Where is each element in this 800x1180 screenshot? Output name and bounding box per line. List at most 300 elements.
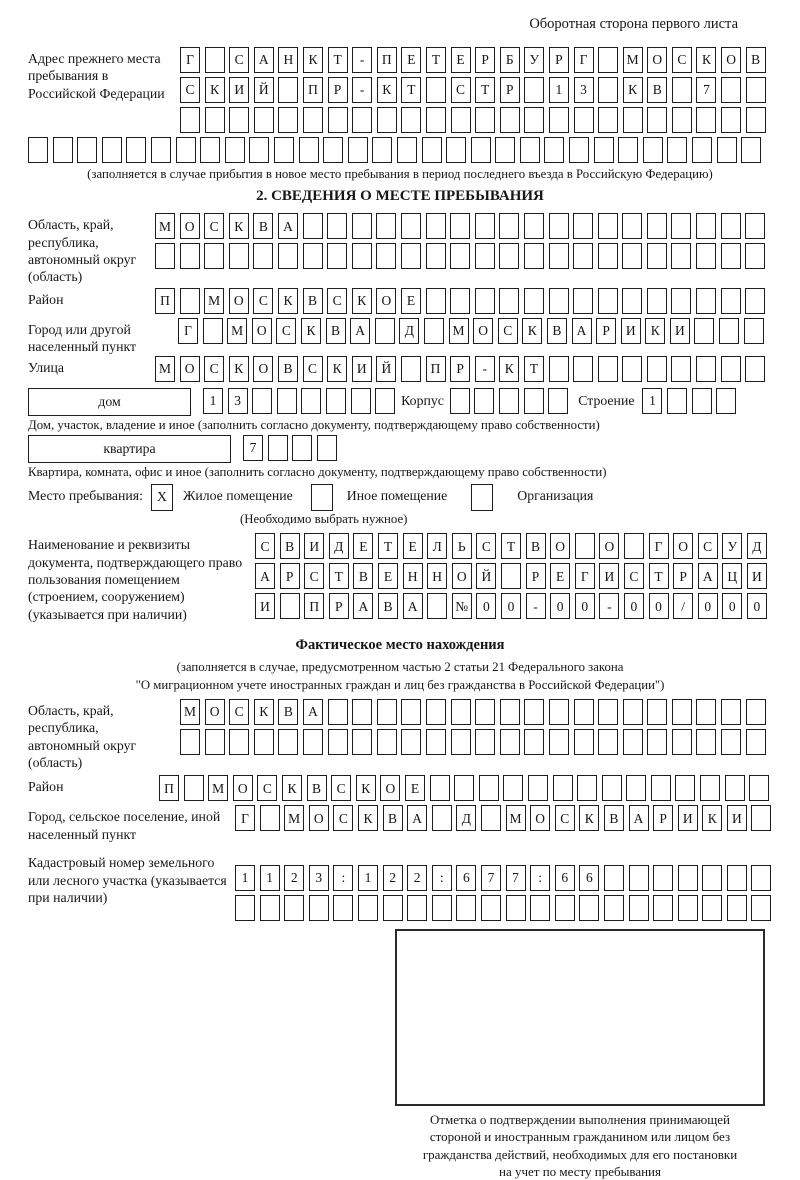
- char-box[interactable]: 1: [358, 865, 378, 891]
- char-box[interactable]: Е: [451, 47, 471, 73]
- char-box[interactable]: [176, 137, 196, 163]
- char-box[interactable]: О: [599, 533, 619, 559]
- char-box[interactable]: В: [547, 318, 567, 344]
- char-box[interactable]: [598, 729, 618, 755]
- char-box[interactable]: И: [304, 533, 324, 559]
- char-box[interactable]: Г: [180, 47, 200, 73]
- char-box[interactable]: 3: [228, 388, 248, 414]
- char-box[interactable]: К: [579, 805, 599, 831]
- char-box[interactable]: 2: [383, 865, 403, 891]
- char-box[interactable]: [501, 563, 521, 589]
- char-box[interactable]: [352, 107, 372, 133]
- char-box[interactable]: [446, 137, 466, 163]
- char-box[interactable]: [555, 895, 575, 921]
- char-box[interactable]: А: [303, 699, 323, 725]
- char-box[interactable]: Т: [329, 563, 349, 589]
- char-box[interactable]: [746, 107, 766, 133]
- char-box[interactable]: [235, 895, 255, 921]
- char-box[interactable]: А: [629, 805, 649, 831]
- char-box[interactable]: [401, 729, 421, 755]
- char-box[interactable]: 0: [476, 593, 496, 619]
- char-box[interactable]: Е: [401, 288, 421, 314]
- char-box[interactable]: [328, 107, 348, 133]
- char-box[interactable]: [503, 775, 523, 801]
- char-box[interactable]: [180, 107, 200, 133]
- char-box[interactable]: [184, 775, 204, 801]
- char-box[interactable]: [205, 729, 225, 755]
- char-box[interactable]: В: [278, 699, 298, 725]
- char-box[interactable]: [102, 137, 122, 163]
- char-box[interactable]: [450, 288, 470, 314]
- char-box[interactable]: [548, 388, 568, 414]
- char-box[interactable]: 0: [550, 593, 570, 619]
- char-box[interactable]: Й: [476, 563, 496, 589]
- char-box[interactable]: В: [647, 77, 667, 103]
- char-box[interactable]: [352, 213, 372, 239]
- char-box[interactable]: -: [475, 356, 495, 382]
- char-box[interactable]: [327, 213, 347, 239]
- char-box[interactable]: [573, 288, 593, 314]
- char-box[interactable]: [696, 356, 716, 382]
- char-box[interactable]: [549, 699, 569, 725]
- char-box[interactable]: [700, 775, 720, 801]
- char-box[interactable]: [520, 137, 540, 163]
- char-box[interactable]: А: [698, 563, 718, 589]
- char-box[interactable]: [549, 107, 569, 133]
- char-box[interactable]: [549, 288, 569, 314]
- char-box[interactable]: [721, 729, 741, 755]
- char-box[interactable]: К: [229, 356, 249, 382]
- char-box[interactable]: [451, 699, 471, 725]
- char-box[interactable]: М: [506, 805, 526, 831]
- char-box[interactable]: П: [377, 47, 397, 73]
- char-box[interactable]: [573, 213, 593, 239]
- char-box[interactable]: С: [180, 77, 200, 103]
- char-box[interactable]: А: [254, 47, 274, 73]
- char-box[interactable]: В: [378, 593, 398, 619]
- char-box[interactable]: [499, 388, 519, 414]
- char-box[interactable]: [594, 137, 614, 163]
- char-box[interactable]: [524, 388, 544, 414]
- char-box[interactable]: [719, 318, 739, 344]
- char-box[interactable]: [647, 213, 667, 239]
- char-box[interactable]: [328, 699, 348, 725]
- char-box[interactable]: М: [180, 699, 200, 725]
- char-box[interactable]: [667, 388, 687, 414]
- char-box[interactable]: К: [352, 288, 372, 314]
- char-box[interactable]: [745, 243, 765, 269]
- char-box[interactable]: О: [252, 318, 272, 344]
- char-box[interactable]: К: [702, 805, 722, 831]
- char-box[interactable]: [278, 729, 298, 755]
- char-box[interactable]: [500, 699, 520, 725]
- char-box[interactable]: В: [307, 775, 327, 801]
- char-box[interactable]: [647, 288, 667, 314]
- char-box[interactable]: [721, 699, 741, 725]
- char-box[interactable]: [721, 213, 741, 239]
- char-box[interactable]: [401, 356, 421, 382]
- char-box[interactable]: [744, 318, 764, 344]
- char-box[interactable]: [623, 729, 643, 755]
- char-box[interactable]: [401, 107, 421, 133]
- char-box[interactable]: [401, 243, 421, 269]
- char-box[interactable]: О: [253, 356, 273, 382]
- char-box[interactable]: [284, 895, 304, 921]
- char-box[interactable]: [278, 107, 298, 133]
- char-box[interactable]: А: [407, 805, 427, 831]
- char-box[interactable]: А: [353, 593, 373, 619]
- char-box[interactable]: 6: [555, 865, 575, 891]
- char-box[interactable]: О: [721, 47, 741, 73]
- char-box[interactable]: Е: [403, 533, 423, 559]
- char-box[interactable]: -: [599, 593, 619, 619]
- char-box[interactable]: [579, 895, 599, 921]
- char-box[interactable]: [376, 243, 396, 269]
- stay-option-other-checkbox[interactable]: [311, 484, 333, 511]
- char-box[interactable]: К: [229, 213, 249, 239]
- char-box[interactable]: Д: [747, 533, 767, 559]
- char-box[interactable]: С: [255, 533, 275, 559]
- char-box[interactable]: С: [327, 288, 347, 314]
- char-box[interactable]: [622, 356, 642, 382]
- char-box[interactable]: [524, 729, 544, 755]
- char-box[interactable]: [456, 895, 476, 921]
- char-box[interactable]: Т: [426, 47, 446, 73]
- char-box[interactable]: Р: [450, 356, 470, 382]
- char-box[interactable]: И: [621, 318, 641, 344]
- char-box[interactable]: М: [155, 356, 175, 382]
- char-box[interactable]: [524, 699, 544, 725]
- char-box[interactable]: [745, 288, 765, 314]
- char-box[interactable]: Й: [254, 77, 274, 103]
- char-box[interactable]: В: [383, 805, 403, 831]
- char-box[interactable]: К: [301, 318, 321, 344]
- char-box[interactable]: [721, 77, 741, 103]
- char-box[interactable]: 3: [574, 77, 594, 103]
- char-box[interactable]: 0: [747, 593, 767, 619]
- char-box[interactable]: [647, 699, 667, 725]
- char-box[interactable]: [647, 729, 667, 755]
- char-box[interactable]: [692, 388, 712, 414]
- char-box[interactable]: Е: [550, 563, 570, 589]
- char-box[interactable]: [574, 107, 594, 133]
- char-box[interactable]: [377, 699, 397, 725]
- char-box[interactable]: [717, 137, 737, 163]
- char-box[interactable]: П: [303, 77, 323, 103]
- char-box[interactable]: [647, 107, 667, 133]
- char-box[interactable]: [375, 318, 395, 344]
- char-box[interactable]: С: [624, 563, 644, 589]
- char-box[interactable]: С: [229, 47, 249, 73]
- char-box[interactable]: В: [326, 318, 346, 344]
- char-box[interactable]: [249, 137, 269, 163]
- char-box[interactable]: К: [254, 699, 274, 725]
- char-box[interactable]: [426, 699, 446, 725]
- char-box[interactable]: [672, 699, 692, 725]
- char-box[interactable]: П: [155, 288, 175, 314]
- char-box[interactable]: Н: [403, 563, 423, 589]
- char-box[interactable]: [629, 895, 649, 921]
- char-box[interactable]: 7: [243, 435, 263, 461]
- char-box[interactable]: -: [352, 47, 372, 73]
- char-box[interactable]: У: [722, 533, 742, 559]
- char-box[interactable]: [696, 213, 716, 239]
- char-box[interactable]: [745, 356, 765, 382]
- char-box[interactable]: [352, 729, 372, 755]
- char-box[interactable]: Д: [456, 805, 476, 831]
- char-box[interactable]: [506, 895, 526, 921]
- char-box[interactable]: [450, 388, 470, 414]
- char-box[interactable]: Р: [549, 47, 569, 73]
- char-box[interactable]: К: [278, 288, 298, 314]
- char-box[interactable]: С: [451, 77, 471, 103]
- char-box[interactable]: Е: [353, 533, 373, 559]
- char-box[interactable]: М: [204, 288, 224, 314]
- char-box[interactable]: [471, 137, 491, 163]
- char-box[interactable]: 6: [456, 865, 476, 891]
- char-box[interactable]: [180, 243, 200, 269]
- char-box[interactable]: [203, 318, 223, 344]
- char-box[interactable]: [499, 243, 519, 269]
- char-box[interactable]: В: [526, 533, 546, 559]
- char-box[interactable]: [317, 435, 337, 461]
- char-box[interactable]: [623, 107, 643, 133]
- char-box[interactable]: [672, 729, 692, 755]
- char-box[interactable]: [422, 137, 442, 163]
- char-box[interactable]: Т: [501, 533, 521, 559]
- char-box[interactable]: [426, 729, 446, 755]
- char-box[interactable]: [721, 243, 741, 269]
- char-box[interactable]: В: [746, 47, 766, 73]
- char-box[interactable]: [499, 213, 519, 239]
- char-box[interactable]: [424, 318, 444, 344]
- char-box[interactable]: Р: [329, 593, 349, 619]
- char-box[interactable]: [577, 775, 597, 801]
- char-box[interactable]: [260, 805, 280, 831]
- char-box[interactable]: О: [180, 356, 200, 382]
- char-box[interactable]: Д: [399, 318, 419, 344]
- char-box[interactable]: [524, 243, 544, 269]
- char-box[interactable]: [481, 805, 501, 831]
- char-box[interactable]: [604, 895, 624, 921]
- char-box[interactable]: Е: [401, 47, 421, 73]
- char-box[interactable]: [151, 137, 171, 163]
- char-box[interactable]: А: [572, 318, 592, 344]
- char-box[interactable]: [549, 213, 569, 239]
- char-box[interactable]: А: [350, 318, 370, 344]
- char-box[interactable]: №: [452, 593, 472, 619]
- char-box[interactable]: [716, 388, 736, 414]
- char-box[interactable]: 0: [698, 593, 718, 619]
- char-box[interactable]: [53, 137, 73, 163]
- char-box[interactable]: [229, 107, 249, 133]
- char-box[interactable]: [475, 243, 495, 269]
- char-box[interactable]: [397, 137, 417, 163]
- char-box[interactable]: [672, 77, 692, 103]
- char-box[interactable]: М: [227, 318, 247, 344]
- char-box[interactable]: А: [255, 563, 275, 589]
- char-box[interactable]: М: [155, 213, 175, 239]
- char-box[interactable]: С: [304, 563, 324, 589]
- char-box[interactable]: [252, 388, 272, 414]
- char-box[interactable]: Е: [378, 563, 398, 589]
- char-box[interactable]: [474, 388, 494, 414]
- char-box[interactable]: 0: [501, 593, 521, 619]
- char-box[interactable]: И: [727, 805, 747, 831]
- char-box[interactable]: [426, 288, 446, 314]
- char-box[interactable]: [696, 288, 716, 314]
- char-box[interactable]: [323, 137, 343, 163]
- char-box[interactable]: Т: [475, 77, 495, 103]
- char-box[interactable]: С: [498, 318, 518, 344]
- char-box[interactable]: Ь: [452, 533, 472, 559]
- char-box[interactable]: [702, 865, 722, 891]
- char-box[interactable]: Г: [649, 533, 669, 559]
- char-box[interactable]: [278, 243, 298, 269]
- char-box[interactable]: [574, 729, 594, 755]
- char-box[interactable]: [180, 288, 200, 314]
- char-box[interactable]: [352, 699, 372, 725]
- char-box[interactable]: [598, 47, 618, 73]
- char-box[interactable]: [643, 137, 663, 163]
- char-box[interactable]: [623, 699, 643, 725]
- char-box[interactable]: 1: [235, 865, 255, 891]
- char-box[interactable]: С: [476, 533, 496, 559]
- char-box[interactable]: [721, 356, 741, 382]
- char-box[interactable]: С: [204, 356, 224, 382]
- char-box[interactable]: И: [747, 563, 767, 589]
- char-box[interactable]: [647, 356, 667, 382]
- char-box[interactable]: В: [253, 213, 273, 239]
- char-box[interactable]: [351, 388, 371, 414]
- char-box[interactable]: А: [403, 593, 423, 619]
- char-box[interactable]: И: [255, 593, 275, 619]
- char-box[interactable]: [671, 213, 691, 239]
- char-box[interactable]: 7: [481, 865, 501, 891]
- char-box[interactable]: [598, 107, 618, 133]
- char-box[interactable]: [280, 593, 300, 619]
- char-box[interactable]: [426, 213, 446, 239]
- char-box[interactable]: [126, 137, 146, 163]
- char-box[interactable]: Г: [575, 563, 595, 589]
- char-box[interactable]: [604, 865, 624, 891]
- char-box[interactable]: Ц: [722, 563, 742, 589]
- char-box[interactable]: [696, 107, 716, 133]
- char-box[interactable]: К: [645, 318, 665, 344]
- char-box[interactable]: О: [229, 288, 249, 314]
- char-box[interactable]: [475, 729, 495, 755]
- char-box[interactable]: Т: [649, 563, 669, 589]
- char-box[interactable]: [598, 288, 618, 314]
- char-box[interactable]: [481, 895, 501, 921]
- char-box[interactable]: Н: [278, 47, 298, 73]
- char-box[interactable]: [741, 137, 761, 163]
- char-box[interactable]: [647, 243, 667, 269]
- char-box[interactable]: [333, 895, 353, 921]
- char-box[interactable]: С: [303, 356, 323, 382]
- char-box[interactable]: [500, 107, 520, 133]
- char-box[interactable]: О: [673, 533, 693, 559]
- char-box[interactable]: [692, 137, 712, 163]
- char-box[interactable]: Л: [427, 533, 447, 559]
- char-box[interactable]: О: [647, 47, 667, 73]
- char-box[interactable]: 7: [696, 77, 716, 103]
- char-box[interactable]: [401, 699, 421, 725]
- char-box[interactable]: Д: [329, 533, 349, 559]
- char-box[interactable]: [745, 213, 765, 239]
- char-box[interactable]: [377, 729, 397, 755]
- char-box[interactable]: [377, 107, 397, 133]
- char-box[interactable]: [180, 729, 200, 755]
- char-box[interactable]: [401, 213, 421, 239]
- char-box[interactable]: [598, 243, 618, 269]
- char-box[interactable]: Г: [574, 47, 594, 73]
- char-box[interactable]: [651, 775, 671, 801]
- char-box[interactable]: [372, 137, 392, 163]
- char-box[interactable]: К: [358, 805, 378, 831]
- char-box[interactable]: [205, 107, 225, 133]
- char-box[interactable]: [602, 775, 622, 801]
- char-box[interactable]: 1: [642, 388, 662, 414]
- char-box[interactable]: [277, 388, 297, 414]
- char-box[interactable]: [479, 775, 499, 801]
- char-box[interactable]: 3: [309, 865, 329, 891]
- char-box[interactable]: О: [180, 213, 200, 239]
- char-box[interactable]: [426, 77, 446, 103]
- char-box[interactable]: [574, 699, 594, 725]
- char-box[interactable]: [622, 213, 642, 239]
- char-box[interactable]: О: [309, 805, 329, 831]
- char-box[interactable]: [751, 895, 771, 921]
- char-box[interactable]: [326, 388, 346, 414]
- char-box[interactable]: 1: [260, 865, 280, 891]
- char-box[interactable]: [549, 356, 569, 382]
- char-box[interactable]: [624, 533, 644, 559]
- char-box[interactable]: [672, 107, 692, 133]
- char-box[interactable]: С: [698, 533, 718, 559]
- char-box[interactable]: [475, 288, 495, 314]
- char-box[interactable]: П: [426, 356, 446, 382]
- char-box[interactable]: О: [452, 563, 472, 589]
- char-box[interactable]: [696, 729, 716, 755]
- char-box[interactable]: [303, 729, 323, 755]
- char-box[interactable]: Г: [178, 318, 198, 344]
- char-box[interactable]: [549, 729, 569, 755]
- char-box[interactable]: [358, 895, 378, 921]
- char-box[interactable]: И: [670, 318, 690, 344]
- char-box[interactable]: Т: [378, 533, 398, 559]
- char-box[interactable]: [309, 895, 329, 921]
- char-box[interactable]: К: [327, 356, 347, 382]
- char-box[interactable]: Р: [328, 77, 348, 103]
- char-box[interactable]: О: [376, 288, 396, 314]
- char-box[interactable]: [77, 137, 97, 163]
- char-box[interactable]: [432, 805, 452, 831]
- char-box[interactable]: [696, 243, 716, 269]
- char-box[interactable]: К: [499, 356, 519, 382]
- char-box[interactable]: [292, 435, 312, 461]
- char-box[interactable]: О: [550, 533, 570, 559]
- char-box[interactable]: 0: [575, 593, 595, 619]
- char-box[interactable]: П: [159, 775, 179, 801]
- char-box[interactable]: К: [522, 318, 542, 344]
- char-box[interactable]: [549, 243, 569, 269]
- char-box[interactable]: С: [555, 805, 575, 831]
- char-box[interactable]: [155, 243, 175, 269]
- char-box[interactable]: [260, 895, 280, 921]
- char-box[interactable]: Т: [524, 356, 544, 382]
- char-box[interactable]: [721, 107, 741, 133]
